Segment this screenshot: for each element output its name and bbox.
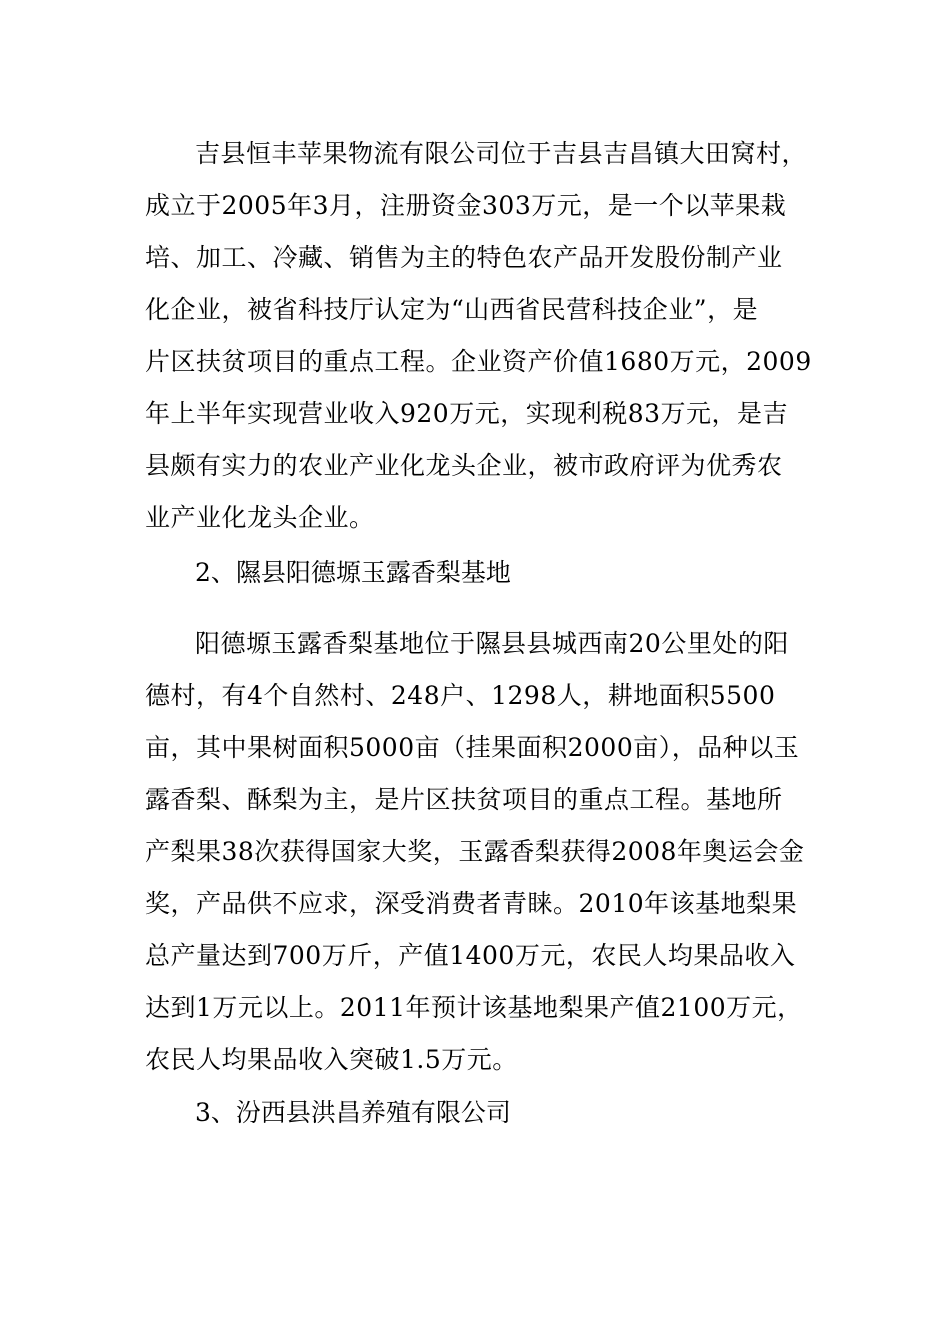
- paragraph-line: 业产业化龙头企业。: [145, 503, 375, 532]
- paragraph-line: 产梨果38次获得国家大奖，玉露香梨获得2008年奥运会金: [145, 837, 805, 866]
- paragraph-line: 亩，其中果树面积5000亩（挂果面积2000亩），品种以玉: [145, 733, 800, 762]
- paragraph-line: 吉县恒丰苹果物流有限公司位于吉县吉昌镇大田窝村，: [195, 139, 808, 168]
- section-heading-yangdeyuan: 2、隰县阳德塬玉露香梨基地: [195, 558, 511, 587]
- paragraph-line: 培、加工、冷藏、销售为主的特色农产品开发股份制产业: [145, 243, 783, 272]
- paragraph-hengfeng-apple: [145, 128, 815, 544]
- paragraph-line: 成立于2005年3月，注册资金303万元，是一个以苹果栽: [145, 191, 787, 220]
- paragraph-line: 德村，有4个自然村、248户、1298人，耕地面积5500: [145, 681, 776, 710]
- paragraph-line: 片区扶贫项目的重点工程。企业资产价值1680万元，2009: [145, 347, 812, 376]
- paragraph-line: 县颇有实力的农业产业化龙头企业，被市政府评为优秀农: [145, 451, 783, 480]
- paragraph-line: 化企业，被省科技厅认定为“山西省民营科技企业”，是: [145, 295, 759, 324]
- paragraph-line: 达到1万元以上。2011年预计该基地梨果产值2100万元，: [145, 993, 803, 1022]
- paragraph-line: 阳德塬玉露香梨基地位于隰县县城西南20公里处的阳: [195, 629, 789, 658]
- section-heading-hongchang: 3、汾西县洪昌养殖有限公司: [195, 1098, 511, 1127]
- paragraph-yangdeyuan-pear: [145, 618, 815, 1086]
- paragraph-line: 农民人均果品收入突破1.5万元。: [145, 1045, 518, 1074]
- paragraph-line: 奖，产品供不应求，深受消费者青睐。2010年该基地梨果: [145, 889, 798, 918]
- paragraph-line: 年上半年实现营业收入920万元，实现利税83万元，是吉: [145, 399, 789, 428]
- paragraph-line: 总产量达到700万斤，产值1400万元，农民人均果品收入: [145, 941, 796, 970]
- paragraph-line: 露香梨、酥梨为主，是片区扶贫项目的重点工程。基地所: [145, 785, 783, 814]
